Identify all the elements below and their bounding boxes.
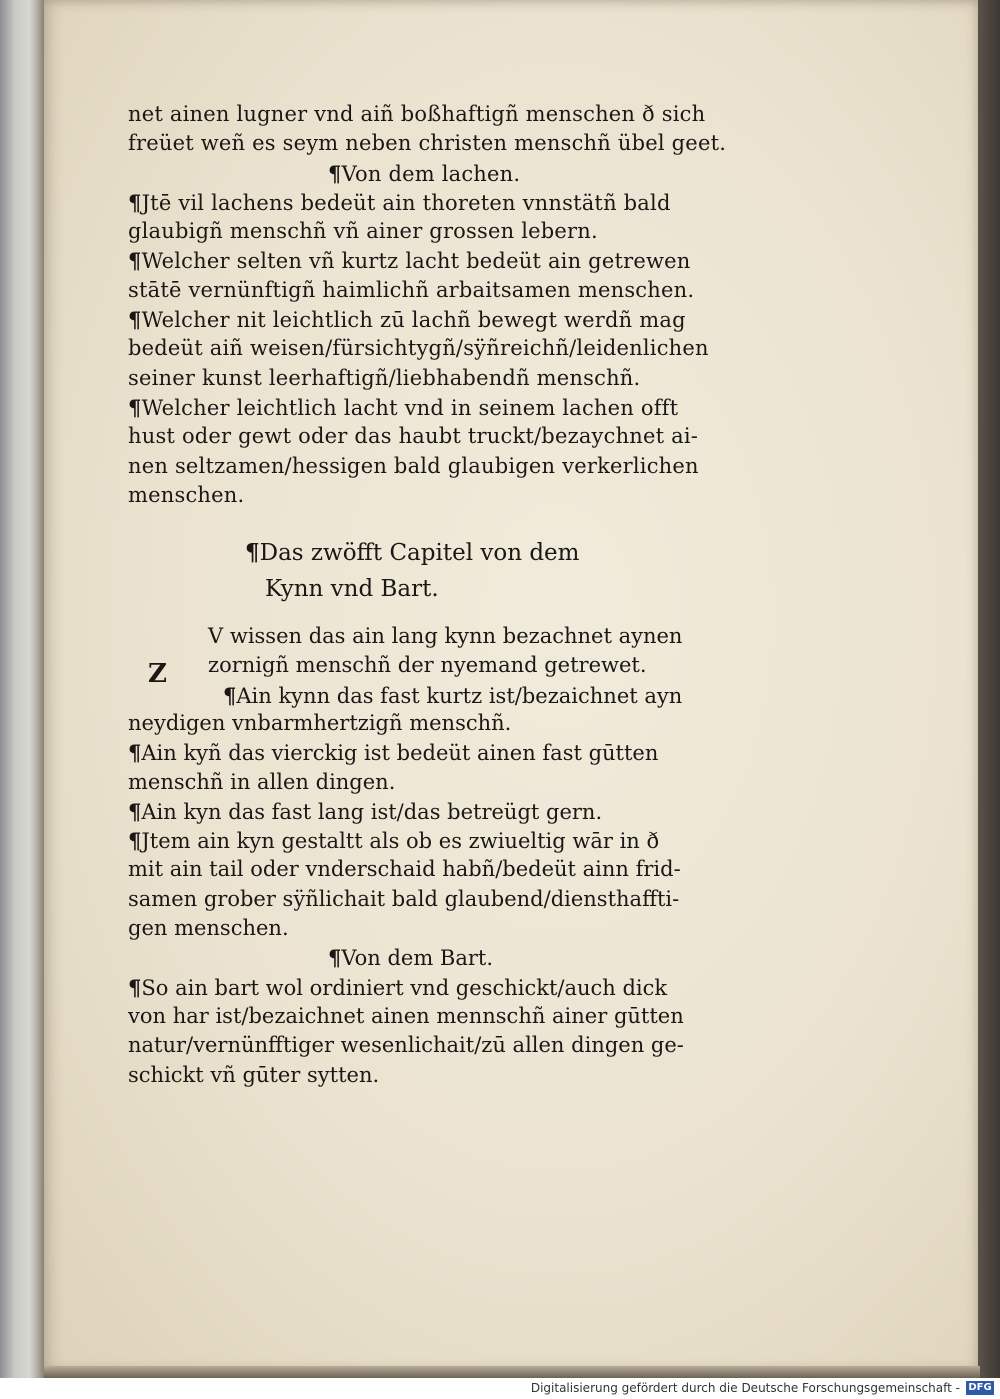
pilcrow-icon: ¶ [128,307,142,333]
text-line: glaubigñ menschñ vñ ainer grossen lebern. [128,219,598,244]
dfg-logo-icon: DFG [966,1381,994,1395]
text-line: ¶Welcher leichtlich lacht vnd in seinem lachen offt [128,394,679,420]
text-line: freüet weñ es seym neben christen menschñ übel geet. [128,131,727,156]
text-line: menschñ in allen dingen. [128,769,396,794]
text-line: V wissen das ain lang kynn bezachnet aynen [208,624,683,648]
pilcrow-icon: ¶ [128,248,142,274]
page-bottom-edge [44,1366,980,1378]
text-line: menschen. [128,482,245,507]
pilcrow-icon: ¶ [128,189,142,215]
text-line: hust oder gewt oder das haubt truckt/bezaychnet ai- [128,424,699,449]
section-heading-lachen: ¶Von dem lachen. [328,160,521,186]
text-line: ¶Jtem ain kyn gestaltt als ob es zwiueltig wār in ð [128,828,660,854]
text-line: ¶Ain kynn das fast kurtz ist/bezaichnet ayn [223,682,683,708]
pilcrow-icon: ¶ [328,160,342,186]
text-line: net ainen lugner vnd aiñ boßhaftigñ menschen ð sich [128,102,706,126]
chapter-heading-line: ¶Das zwöfft Capitel von dem [245,539,580,566]
text-line: ¶Jtē vil lachens bedeüt ain thoreten vnnstätñ bald [128,189,671,215]
footer-credit: Digitalisierung gefördert durch die Deutsche Forschungsgemeinschaft - [530,1381,960,1395]
chapter-heading-line: Kynn vnd Bart. [265,576,439,602]
text-line: ¶Ain kyn das fast lang ist/das betreügt gern. [128,798,603,824]
text-line: zornigñ menschñ der nyemand getrewet. [208,653,647,678]
page-text-bottom [128,709,768,1090]
text-line: mit ain tail oder vnderschaid habñ/bedeüt ainn frid- [128,857,681,882]
text-line: stātē vernünftigñ haimlichñ arbaitsamen menschen. [128,277,695,302]
pilcrow-icon: ¶ [223,682,237,708]
text-line: schickt vñ gūter sytten. [128,1062,380,1087]
chapter-heading [245,535,705,607]
text-line: ¶Welcher nit leichtlich zū lachñ bewegt werdñ mag [128,307,686,333]
text-line: nen seltzamen/hessigen bald glaubigen verkerlichen [128,453,699,478]
text-line: ¶Welcher selten vñ kurtz lacht bedeüt ain getrewen [128,248,691,274]
text-line: bedeüt aiñ weisen/fürsichtygñ/sÿñreichñ/leidenlichen [128,336,709,361]
text-line: natur/vernünfftiger wesenlichait/zū allen dingen ge- [128,1033,684,1058]
text-line: neydigen vnbarmhertzigñ menschñ. [128,711,512,735]
page-right-edge [978,0,1000,1378]
text-line: ¶So ain bart wol ordiniert vnd geschickt/auch dick [128,974,668,1000]
text-line: ¶Ain kyñ das vierckig ist bedeüt ainen fast gūtten [128,740,659,766]
initial-letter: Z [148,659,167,689]
initial-paragraph [128,622,768,710]
pilcrow-icon: ¶ [128,828,142,854]
pilcrow-icon: ¶ [128,798,142,824]
text-line: seiner kunst leerhaftigñ/liebhabendñ menschñ. [128,365,641,390]
text-line: samen grober sÿñlichait bald glaubend/diensthaffti- [128,886,680,911]
text-line: gen menschen. [128,916,289,941]
pilcrow-icon: ¶ [128,974,142,1000]
footer-bar [0,1378,1000,1399]
pilcrow-icon: ¶ [245,539,260,566]
text-line: von har ist/bezaichnet ainen mennschñ ainer gūtten [128,1003,684,1028]
pilcrow-icon: ¶ [128,740,142,766]
section-heading-bart: ¶Von dem Bart. [328,945,494,971]
pilcrow-icon: ¶ [328,945,342,971]
pilcrow-icon: ¶ [128,394,142,420]
page-text-top [128,100,768,510]
